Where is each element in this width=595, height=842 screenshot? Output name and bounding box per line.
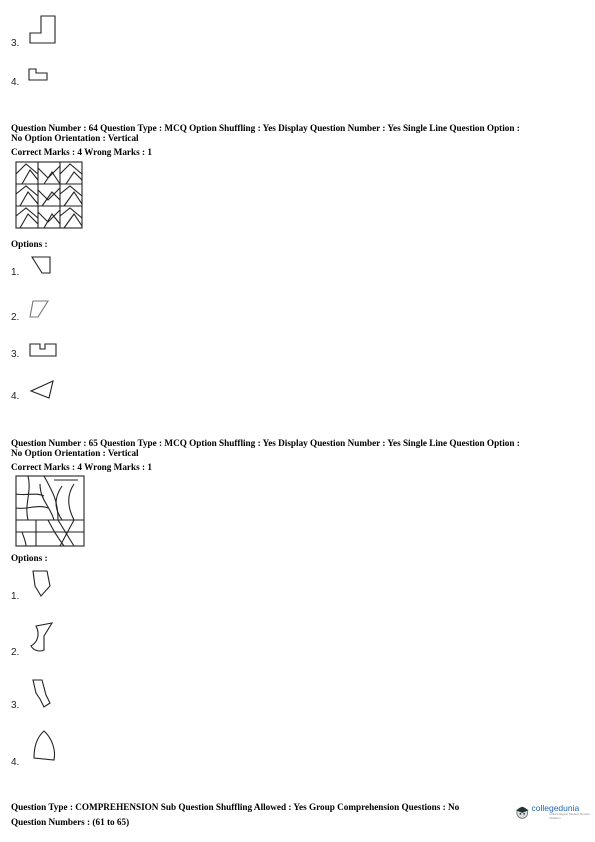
collegedunia-logo [515,804,595,820]
question-65-meta: Question Number : 65 Question Type : MCQ Option Shuffling : Yes Display Question Number : Yes Single Line Question Option : No Option Orientation : Vertical [11,438,520,458]
option-number: 4. [11,757,20,768]
option-number: 3. [11,349,20,360]
comprehension-info: Question Type : COMPREHENSION Sub Question Shuffling Allowed : Yes Group Comprehension Questions : No [11,802,460,812]
option-number: 2. [11,647,20,658]
graduation-cap-icon [515,804,530,820]
option-figure-lens-shape[interactable] [30,728,58,764]
option-figure-shield[interactable] [30,568,54,600]
question-65-pattern-figure [14,474,86,548]
option-number: 1. [11,591,20,602]
options-label: Options : [11,239,48,249]
option-figure-l-shape[interactable] [28,14,60,48]
option-number: 4. [11,391,20,402]
question-64-marks: Correct Marks : 4 Wrong Marks : 1 [11,147,152,157]
option-figure-trapezoid[interactable] [30,254,52,276]
question-64-meta: Question Number : 64 Question Type : MCQ Option Shuffling : Yes Display Question Number : Yes Single Line Question Option : No Option Orientation : Vertical [11,123,520,143]
options-label: Options : [11,553,48,563]
option-number: 3. [11,700,20,711]
option-figure-cup-shape[interactable] [28,620,56,656]
question-numbers: Question Numbers : (61 to 65) [11,817,130,827]
option-number: 4. [11,77,20,88]
option-figure-triangle[interactable] [29,378,57,400]
option-number: 2. [11,312,20,323]
logo-text: collegedunia [531,803,580,813]
option-number: 1. [11,267,20,278]
question-65-marks: Correct Marks : 4 Wrong Marks : 1 [11,462,152,472]
option-figure-parallelogram[interactable] [27,298,51,320]
option-figure-flag-shape[interactable] [27,67,51,83]
option-figure-bent-shape[interactable] [30,677,54,711]
logo-tagline: India's largest Student Review Platform [549,812,590,820]
question-64-pattern-figure [14,160,86,232]
option-figure-notched-rect[interactable] [28,340,60,360]
option-number: 3. [11,38,20,49]
